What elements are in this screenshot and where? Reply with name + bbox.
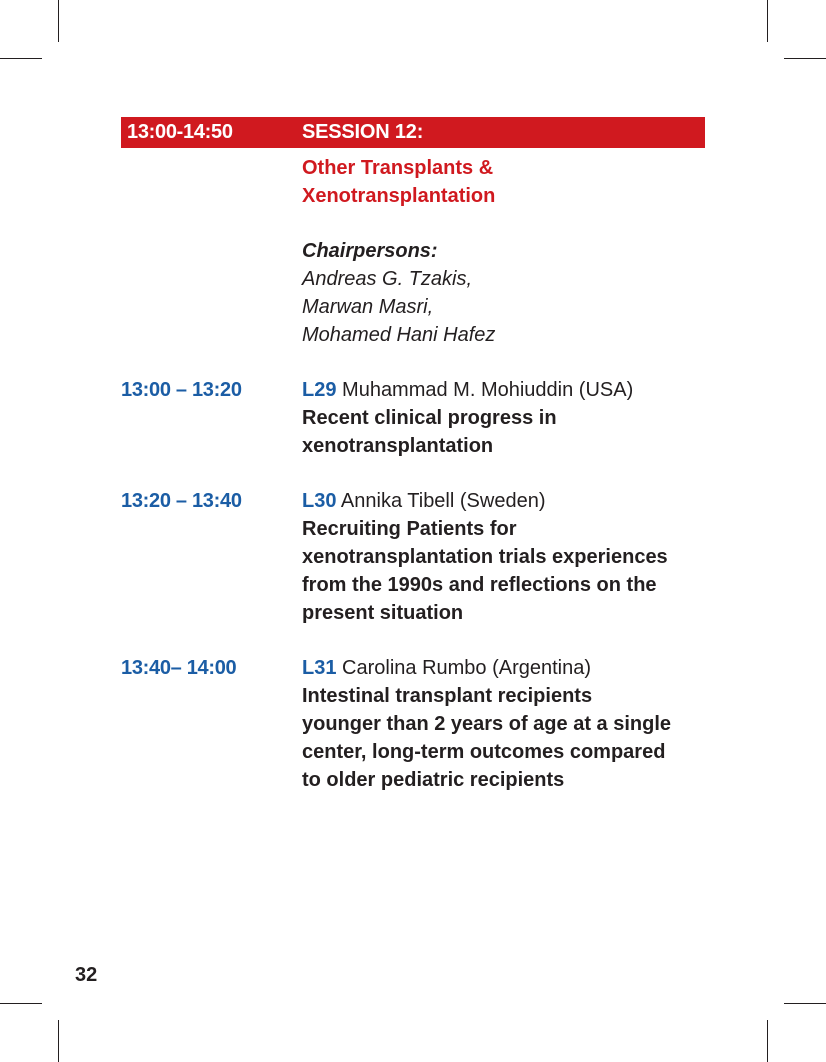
talk-time: 13:00 – 13:20	[121, 379, 242, 401]
session-title	[302, 154, 722, 210]
talk-title-line: from the 1990s and reflections on the	[302, 574, 657, 596]
talk-entry	[302, 654, 712, 794]
talk-title-line: Recruiting Patients for	[302, 518, 517, 540]
crop-mark-bottom-right-h	[784, 1003, 826, 1004]
talk-title-line: Recent clinical progress in	[302, 407, 557, 429]
crop-mark-top-right	[767, 0, 768, 42]
crop-mark-bottom-left	[58, 1020, 59, 1062]
talk-entry	[302, 487, 712, 627]
talk-title-line: present situation	[302, 602, 464, 624]
crop-mark-bottom-left-h	[0, 1003, 42, 1004]
talk-speaker: Muhammad M. Mohiuddin (USA)	[342, 379, 634, 401]
talk-title-line: xenotransplantation trials experiences	[302, 546, 668, 568]
talk-code: L31	[302, 657, 337, 679]
chairperson-name: Mohamed Hani Hafez	[302, 324, 496, 346]
talk-speaker: Annika Tibell (Sweden)	[340, 490, 546, 512]
talk-time: 13:40– 14:00	[121, 657, 237, 679]
talk-title-line: center, long-term outcomes compared	[302, 741, 666, 763]
talk-title-line: to older pediatric recipients	[302, 769, 565, 791]
talk-code: L30	[302, 490, 337, 512]
page-number: 32	[75, 964, 98, 986]
crop-mark-bottom-right	[767, 1020, 768, 1062]
chairpersons	[302, 237, 722, 349]
talk-entry	[302, 376, 712, 460]
talk-speaker: Carolina Rumbo (Argentina)	[342, 657, 592, 679]
chairpersons-heading: Chairpersons:	[302, 240, 438, 262]
talk-time: 13:20 – 13:40	[121, 490, 242, 512]
crop-mark-top-right-h	[784, 58, 826, 59]
session-time: 13:00-14:50	[127, 121, 233, 143]
talk-title-line: Intestinal transplant recipients	[302, 685, 593, 707]
talk-title-line: younger than 2 years of age at a single	[302, 713, 672, 735]
chairperson-name: Marwan Masri,	[302, 296, 434, 318]
chairperson-name: Andreas G. Tzakis,	[302, 268, 473, 290]
session-title-line-2: Xenotransplantation	[302, 185, 496, 207]
crop-mark-top-left-h	[0, 58, 42, 59]
session-header-bar	[121, 117, 705, 148]
talk-code: L29	[302, 379, 337, 401]
talk-title-line: xenotransplantation	[302, 435, 494, 457]
session-title-line-1: Other Transplants &	[302, 157, 494, 179]
crop-mark-top-left	[58, 0, 59, 42]
session-label: SESSION 12:	[302, 121, 424, 143]
